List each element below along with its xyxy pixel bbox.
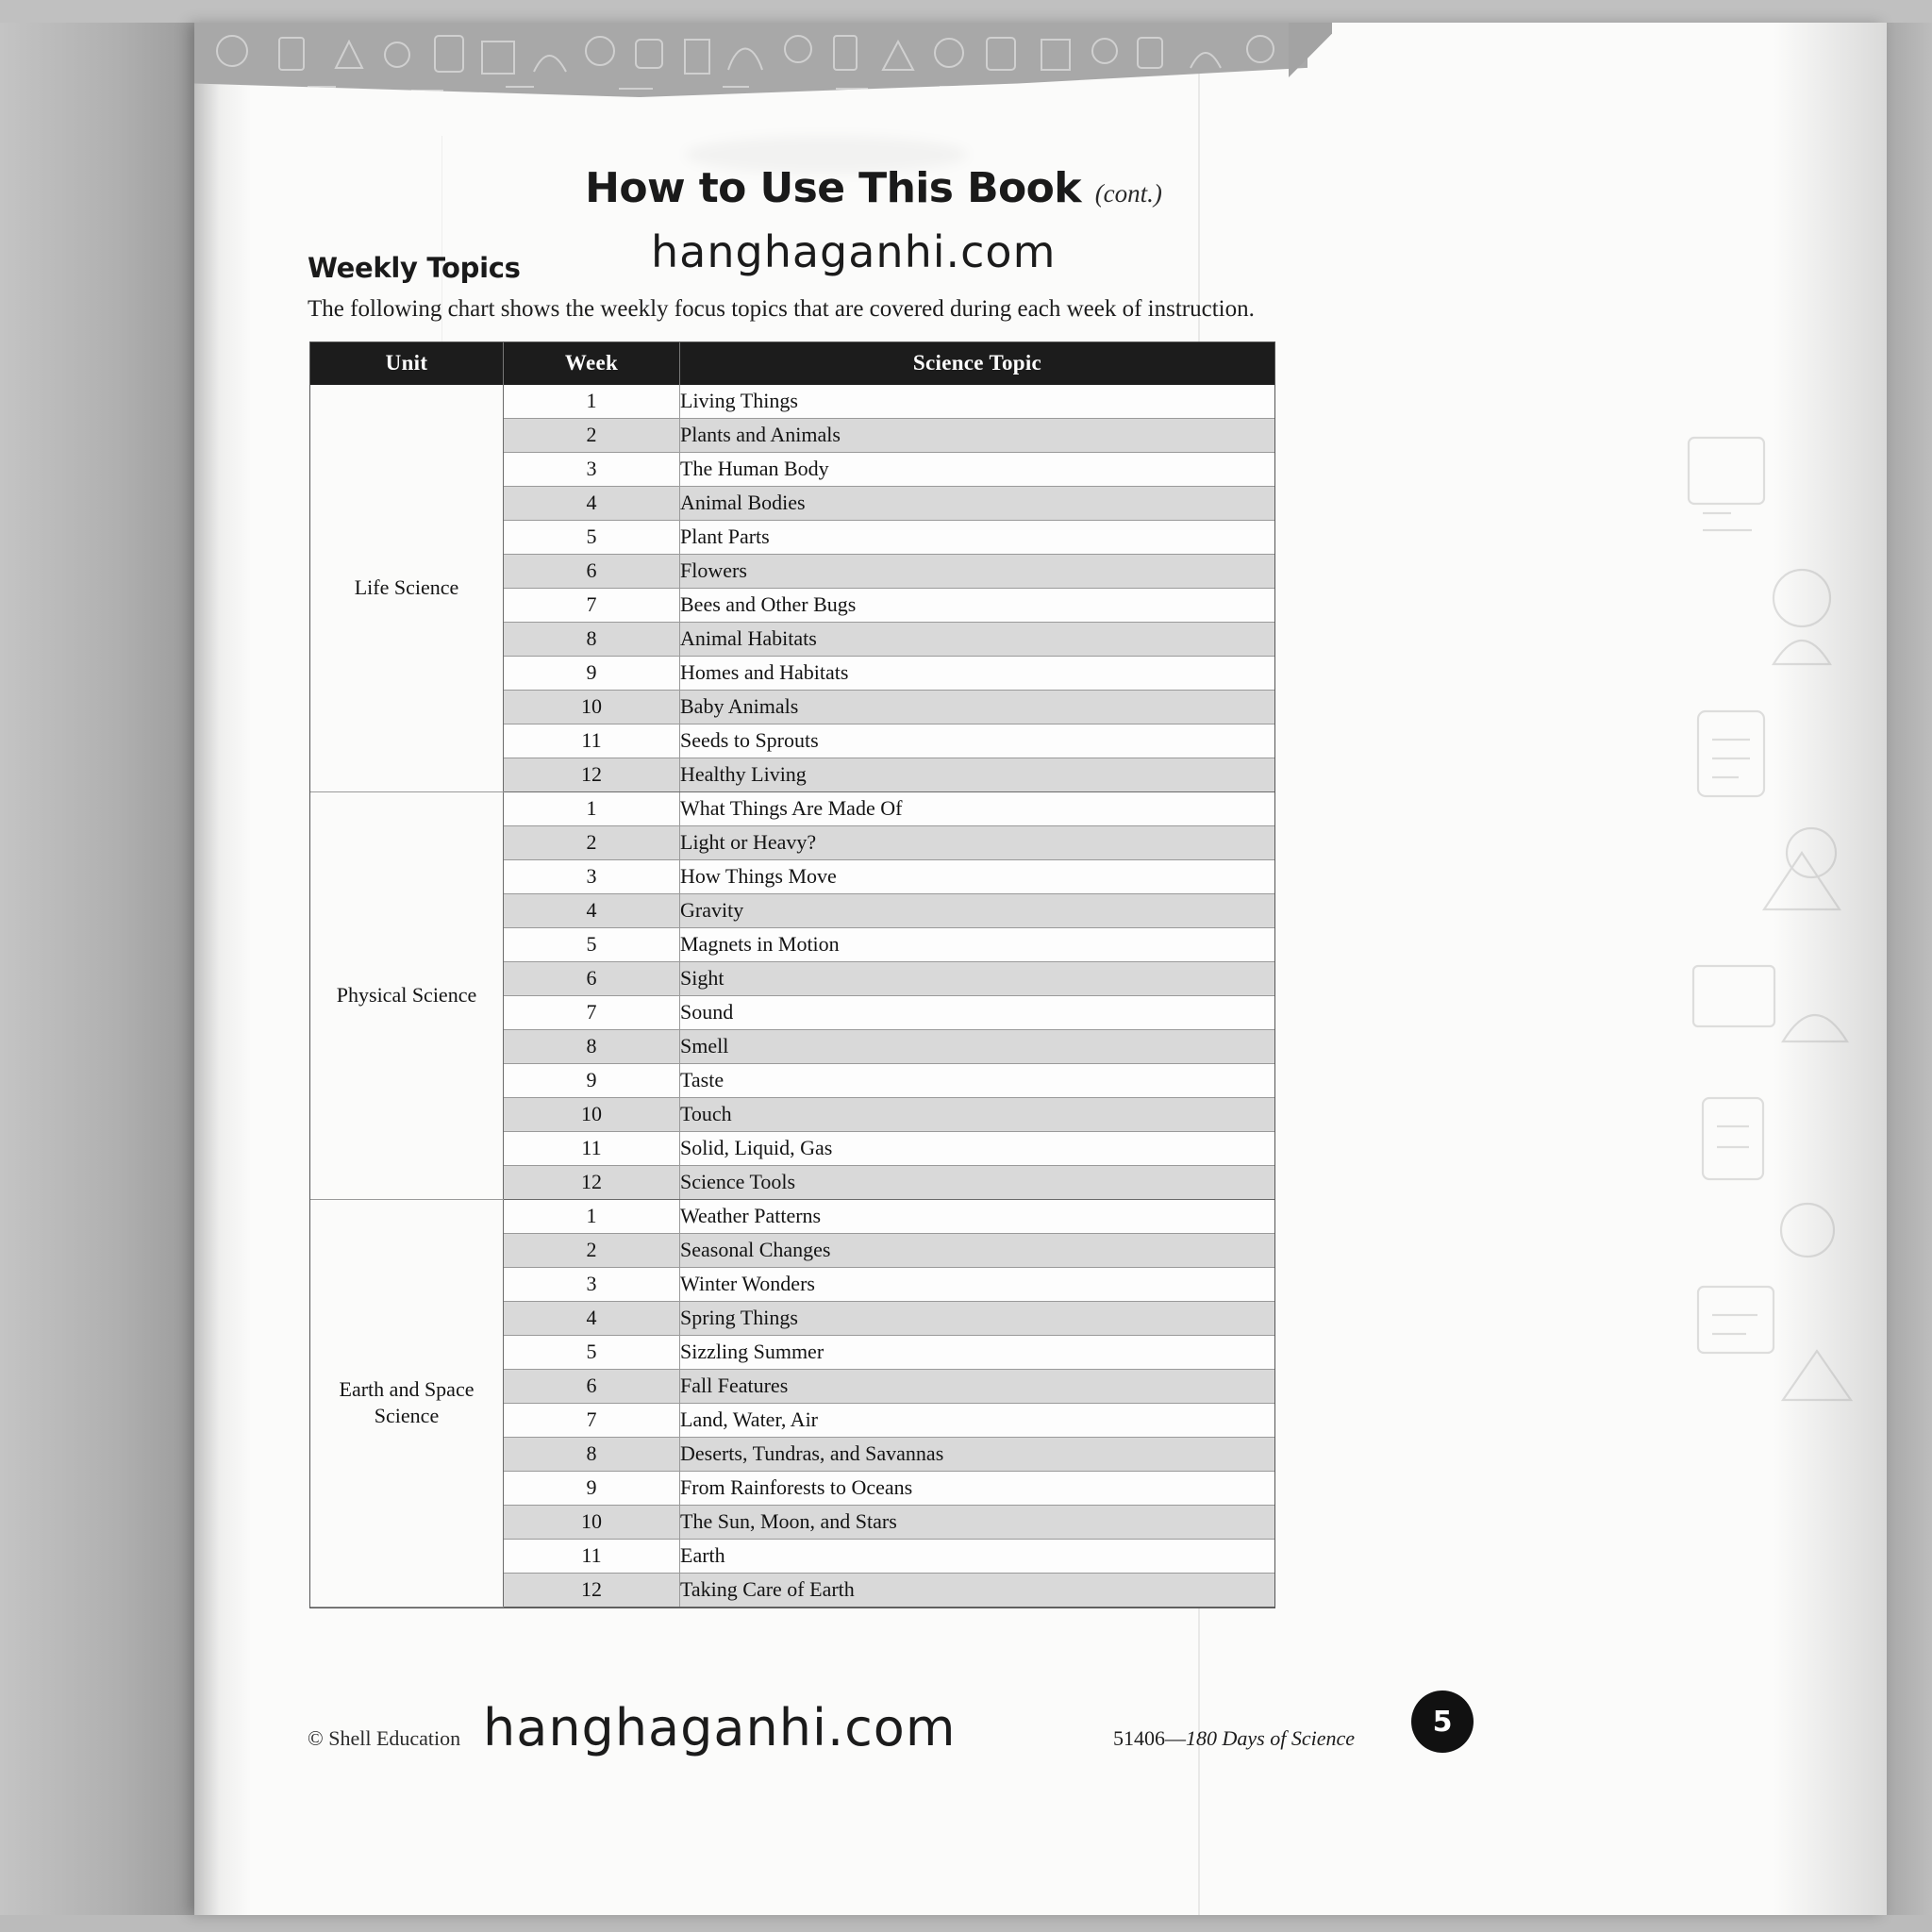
section-heading: Weekly Topics [308,252,521,284]
week-cell: 4 [504,486,680,520]
unit-group [310,791,1274,1199]
topic-cell: Land, Water, Air [680,1403,1275,1437]
week-cell: 6 [504,961,680,995]
unit-name-cell: Physical Science [310,791,504,1199]
week-cell: 11 [504,724,680,758]
topic-cell: Sizzling Summer [680,1335,1275,1369]
topic-cell: What Things Are Made Of [680,791,1275,825]
topic-cell: Spring Things [680,1301,1275,1335]
week-cell: 4 [504,1301,680,1335]
week-cell: 3 [504,452,680,486]
photo-border-bottom [0,1915,1932,1932]
topic-cell: Living Things [680,385,1275,419]
topic-cell: Homes and Habitats [680,656,1275,690]
topic-cell: Baby Animals [680,690,1275,724]
topic-cell: Fall Features [680,1369,1275,1403]
topic-cell: Touch [680,1097,1275,1131]
week-cell: 7 [504,588,680,622]
photo-border-right [1887,0,1932,1932]
watermark-bottom: hanghaganhi.com [483,1698,957,1757]
page-footer [308,1726,1364,1751]
week-cell: 2 [504,825,680,859]
topic-cell: Plants and Animals [680,418,1275,452]
topic-cell: Animal Habitats [680,622,1275,656]
week-cell: 12 [504,1165,680,1199]
week-cell: 8 [504,1437,680,1471]
week-cell: 2 [504,1233,680,1267]
topic-cell: Earth [680,1539,1275,1573]
topic-cell: Winter Wonders [680,1267,1275,1301]
table-row [310,791,1274,825]
topic-cell: Deserts, Tundras, and Savannas [680,1437,1275,1471]
week-cell: 6 [504,554,680,588]
week-cell: 8 [504,622,680,656]
week-cell: 1 [504,791,680,825]
topic-cell: Gravity [680,893,1275,927]
week-cell: 10 [504,1097,680,1131]
week-cell: 12 [504,758,680,791]
topic-cell: Bees and Other Bugs [680,588,1275,622]
topic-cell: Science Tools [680,1165,1275,1199]
week-cell: 9 [504,656,680,690]
topic-cell: Taking Care of Earth [680,1573,1275,1607]
week-cell: 10 [504,690,680,724]
topic-cell: Weather Patterns [680,1199,1275,1233]
footer-publisher: © Shell Education [308,1726,461,1750]
topic-cell: The Human Body [680,452,1275,486]
week-cell: 9 [504,1471,680,1505]
doodle-pattern-icon [194,23,1307,121]
week-cell: 3 [504,859,680,893]
table-row [310,1199,1274,1233]
footer-book-title: 180 Days of Science [1186,1726,1355,1750]
page-gutter-shadow [194,23,251,1915]
week-cell: 4 [504,893,680,927]
page-title [308,164,1364,212]
book-page [194,23,1887,1915]
topic-cell: The Sun, Moon, and Stars [680,1505,1275,1539]
week-cell: 5 [504,1335,680,1369]
week-cell: 2 [504,418,680,452]
week-cell: 12 [504,1573,680,1607]
week-cell: 9 [504,1063,680,1097]
week-cell: 1 [504,1199,680,1233]
topic-cell: Seasonal Changes [680,1233,1275,1267]
table-head [310,342,1274,385]
table-header-row [310,342,1274,385]
topic-cell: From Rainforests to Oceans [680,1471,1275,1505]
topic-cell: Healthy Living [680,758,1275,791]
topic-cell: Light or Heavy? [680,825,1275,859]
week-cell: 5 [504,927,680,961]
week-cell: 6 [504,1369,680,1403]
week-cell: 7 [504,995,680,1029]
topic-cell: Flowers [680,554,1275,588]
topic-cell: Sound [680,995,1275,1029]
page-title-cont: (cont.) [1094,179,1162,208]
topic-cell: Taste [680,1063,1275,1097]
week-cell: 11 [504,1539,680,1573]
weekly-topics-table [310,342,1274,1607]
unit-name-cell: Life Science [310,385,504,792]
column-header-week: Week [504,342,680,385]
week-cell: 5 [504,520,680,554]
column-header-unit: Unit [310,342,504,385]
week-cell: 3 [504,1267,680,1301]
photo-border-left [0,0,194,1932]
margin-doodle-icon [1660,381,1887,1513]
footer-book-code: 51406— [1113,1726,1186,1750]
unit-group [310,385,1274,792]
unit-name-cell: Earth and Space Science [310,1199,504,1607]
page-edge-shadow [1774,23,1887,1915]
week-cell: 10 [504,1505,680,1539]
header-doodle-banner [194,23,1307,121]
topic-cell: Plant Parts [680,520,1275,554]
page-title-main: How to Use This Book [585,164,1081,212]
watermark-top: hanghaganhi.com [651,226,1057,277]
week-cell: 11 [504,1131,680,1165]
topic-cell: Magnets in Motion [680,927,1275,961]
topic-cell: Sight [680,961,1275,995]
table-row [310,385,1274,419]
page-content [308,164,1364,1607]
topic-cell: Animal Bodies [680,486,1275,520]
banner-corner-accent [1289,23,1332,77]
column-header-topic: Science Topic [680,342,1275,385]
week-cell: 7 [504,1403,680,1437]
footer-book-info [1113,1726,1364,1751]
topic-cell: How Things Move [680,859,1275,893]
week-cell: 1 [504,385,680,419]
week-cell: 8 [504,1029,680,1063]
topic-cell: Smell [680,1029,1275,1063]
page-number-badge: 5 [1411,1690,1474,1753]
photo-border-top [0,0,1932,23]
topic-cell: Solid, Liquid, Gas [680,1131,1275,1165]
intro-paragraph: The following chart shows the weekly focus topics that are covered during each week of instruction. [308,296,1255,322]
unit-group [310,1199,1274,1607]
topic-cell: Seeds to Sprouts [680,724,1275,758]
